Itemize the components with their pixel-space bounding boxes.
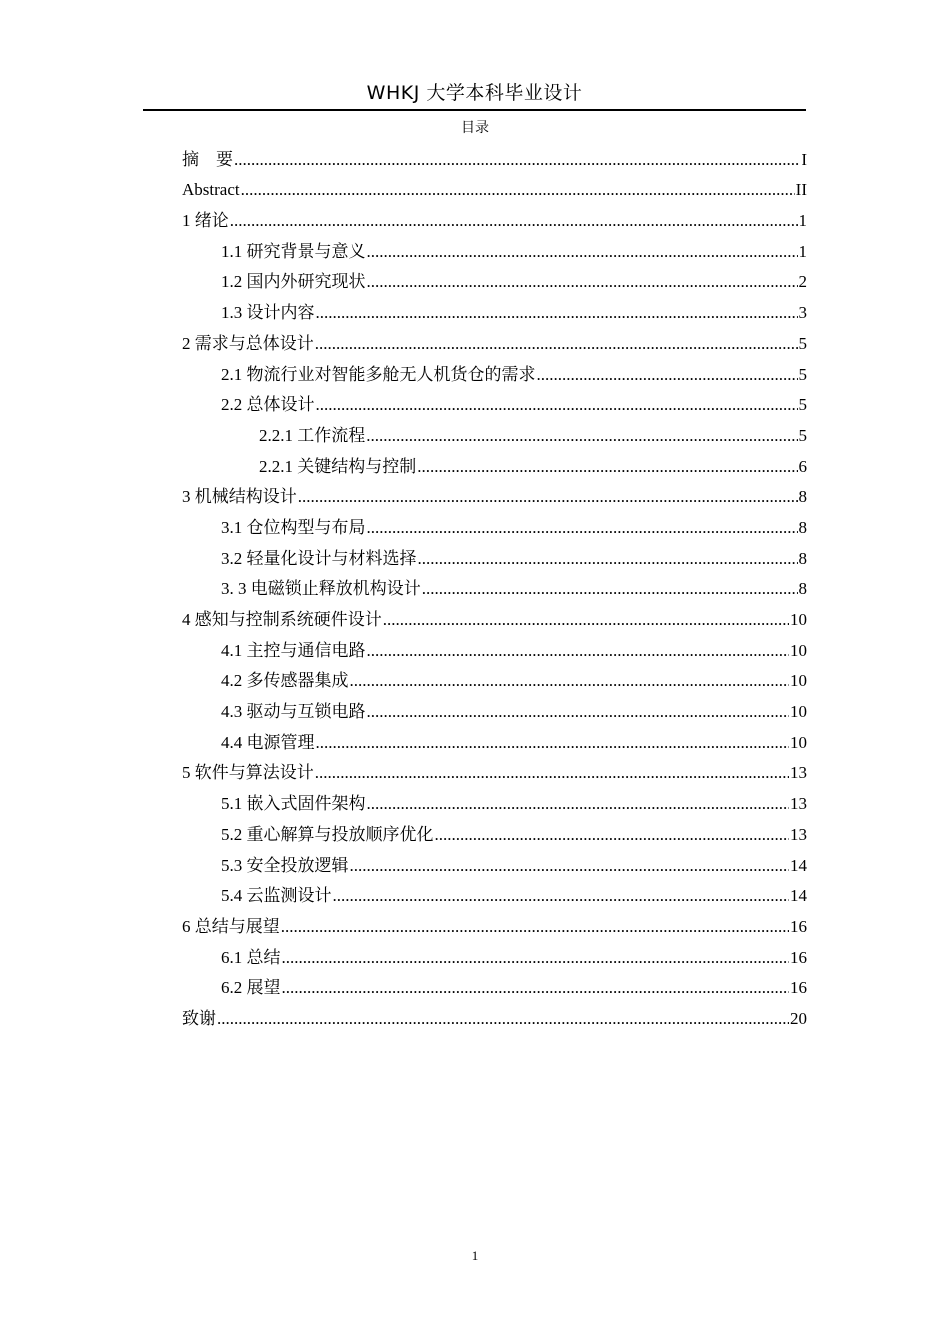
toc-entry[interactable] xyxy=(182,139,807,170)
toc-dot-leader xyxy=(367,518,798,538)
toc-entry[interactable] xyxy=(182,323,807,354)
toc-entry[interactable] xyxy=(182,661,807,692)
toc-entry-page: 14 xyxy=(790,855,807,875)
toc-entry-page: 5 xyxy=(798,395,807,415)
toc-entry-label: 3.1 仓位构型与布局 xyxy=(221,517,366,537)
toc-entry[interactable] xyxy=(182,170,807,201)
toc-entry-page: 8 xyxy=(798,548,807,568)
toc-entry-label: 6 总结与展望 xyxy=(182,916,280,936)
toc-entry-label: 2.2 总体设计 xyxy=(221,395,315,415)
toc-dot-leader xyxy=(282,948,790,968)
toc-entry-label: 4.2 多传感器集成 xyxy=(221,671,349,691)
toc-entry-page: 1 xyxy=(798,211,807,231)
toc-dot-leader xyxy=(422,579,798,599)
toc-dot-leader xyxy=(298,487,798,507)
toc-entry-page: 13 xyxy=(790,763,807,783)
page-number: 1 xyxy=(471,1248,479,1263)
toc-dot-leader xyxy=(234,150,800,170)
toc-entry-label: 2.2.1 工作流程 xyxy=(259,425,366,445)
toc-entry[interactable] xyxy=(182,630,807,661)
toc-entry-label: 5.3 安全投放逻辑 xyxy=(221,855,349,875)
toc-dot-leader xyxy=(315,763,789,783)
toc-dot-leader xyxy=(350,671,790,691)
toc-entry-page: 8 xyxy=(798,517,807,537)
toc-dot-leader xyxy=(316,395,798,415)
toc-dot-leader xyxy=(366,426,797,446)
toc-dot-leader xyxy=(282,978,790,998)
toc-entry-label: 4.1 主控与通信电路 xyxy=(221,640,366,660)
toc-entry[interactable] xyxy=(182,569,807,600)
toc-dot-leader xyxy=(316,733,790,753)
toc-entry-page: 16 xyxy=(790,916,807,936)
toc-entry-label: 2.1 物流行业对智能多舱无人机货仓的需求 xyxy=(221,364,536,384)
toc-entry[interactable] xyxy=(182,599,807,630)
toc-entry-label: Abstract xyxy=(182,180,240,200)
toc-entry-page: 20 xyxy=(790,1008,807,1028)
toc-entry-page: II xyxy=(795,180,807,200)
toc-entry-label: 1.3 设计内容 xyxy=(221,303,315,323)
toc-entry-page: 5 xyxy=(798,364,807,384)
toc-entry-page: 2 xyxy=(798,272,807,292)
page-header xyxy=(143,80,806,111)
toc-entry[interactable] xyxy=(182,538,807,569)
toc-dot-leader xyxy=(333,886,790,906)
toc-entry-label: 3 机械结构设计 xyxy=(182,487,297,507)
toc-entry[interactable] xyxy=(182,200,807,231)
toc-entry[interactable] xyxy=(182,753,807,784)
toc-dot-leader xyxy=(367,242,798,262)
toc-entry[interactable] xyxy=(182,507,807,538)
toc-entry-label: 5.2 重心解算与投放顺序优化 xyxy=(221,824,434,844)
toc-entry[interactable] xyxy=(182,415,807,446)
toc-dot-leader xyxy=(367,794,790,814)
toc-entry[interactable] xyxy=(182,691,807,722)
toc-entry-label: 致谢 xyxy=(182,1008,216,1028)
toc-dot-leader xyxy=(230,211,798,231)
toc-entry-page: 5 xyxy=(798,425,807,445)
toc-entry-label: 1.1 研究背景与意义 xyxy=(221,241,366,261)
toc-entry[interactable] xyxy=(182,446,807,477)
toc-dot-leader xyxy=(315,334,798,354)
toc-entry-page: 13 xyxy=(790,824,807,844)
toc-entry[interactable] xyxy=(182,937,807,968)
toc-dot-leader xyxy=(217,1009,789,1029)
toc-entry[interactable] xyxy=(182,292,807,323)
toc-entry-page: 10 xyxy=(790,610,807,629)
toc-entry-label: 1.2 国内外研究现状 xyxy=(221,272,366,292)
toc-entry-label: 4 感知与控制系统硬件设计 xyxy=(182,610,382,629)
toc-entry[interactable] xyxy=(182,968,807,999)
toc-dot-leader xyxy=(241,180,795,200)
toc-dot-leader xyxy=(350,856,790,876)
toc-entry-label: 6.2 展望 xyxy=(221,978,281,998)
toc-entry-label: 4.4 电源管理 xyxy=(221,732,315,752)
toc-entry[interactable] xyxy=(182,385,807,416)
toc-entry-label: 摘 要 xyxy=(182,149,233,169)
toc-entry[interactable] xyxy=(182,906,807,937)
toc-entry-page: 1 xyxy=(798,241,807,261)
toc-entry-page: 16 xyxy=(790,978,807,998)
toc-dot-leader xyxy=(417,457,797,477)
toc-entry[interactable] xyxy=(182,354,807,385)
toc-entry[interactable] xyxy=(182,231,807,262)
toc-entry[interactable] xyxy=(182,783,807,814)
toc-dot-leader xyxy=(367,702,790,722)
toc-entry[interactable] xyxy=(182,814,807,845)
toc-entry[interactable] xyxy=(182,998,807,1029)
toc-entry-label: 3. 3 电磁锁止释放机构设计 xyxy=(221,579,421,599)
toc-entry-label: 2.2.1 关键结构与控制 xyxy=(259,456,417,476)
toc-entry-page: 3 xyxy=(798,303,807,323)
toc-entry[interactable] xyxy=(182,262,807,293)
toc-entry[interactable] xyxy=(182,722,807,753)
toc-entry-page: 5 xyxy=(798,333,807,353)
table-of-contents xyxy=(182,139,807,1029)
toc-entry-page: 8 xyxy=(798,487,807,507)
toc-entry-label: 5.1 嵌入式固件架构 xyxy=(221,794,366,814)
toc-dot-leader xyxy=(281,917,789,937)
toc-dot-leader xyxy=(383,610,789,630)
toc-entry-page: 10 xyxy=(790,702,807,722)
toc-entry[interactable] xyxy=(182,477,807,508)
toc-entry-label: 2 需求与总体设计 xyxy=(182,333,314,353)
toc-dot-leader xyxy=(316,303,798,323)
toc-dot-leader xyxy=(418,549,798,569)
toc-dot-leader xyxy=(435,825,790,845)
toc-entry-page: I xyxy=(801,149,807,169)
toc-dot-leader xyxy=(367,272,798,292)
toc-entry[interactable] xyxy=(182,845,807,876)
toc-title: 目录 xyxy=(461,120,489,136)
toc-dot-leader xyxy=(537,365,798,385)
toc-entry-page: 13 xyxy=(790,794,807,814)
toc-entry-label: 6.1 总结 xyxy=(221,947,281,967)
toc-entry-page: 10 xyxy=(790,671,807,691)
toc-entry-page: 16 xyxy=(790,947,807,967)
toc-entry-label: 5.4 云监测设计 xyxy=(221,886,332,906)
toc-entry-label: 4.3 驱动与互锁电路 xyxy=(221,702,366,722)
toc-entry-page: 10 xyxy=(790,640,807,660)
toc-entry-label: 5 软件与算法设计 xyxy=(182,763,314,783)
toc-entry-label: 3.2 轻量化设计与材料选择 xyxy=(221,548,417,568)
toc-dot-leader xyxy=(367,641,790,661)
toc-entry[interactable] xyxy=(182,876,807,907)
toc-entry-page: 8 xyxy=(798,579,807,599)
toc-entry-label: 1 绪论 xyxy=(182,211,229,231)
toc-entry-page: 10 xyxy=(790,732,807,752)
toc-entry-page: 6 xyxy=(798,456,807,476)
toc-entry-page: 14 xyxy=(790,886,807,906)
header-title: WHKJ 大学本科毕业设计 xyxy=(366,82,583,104)
